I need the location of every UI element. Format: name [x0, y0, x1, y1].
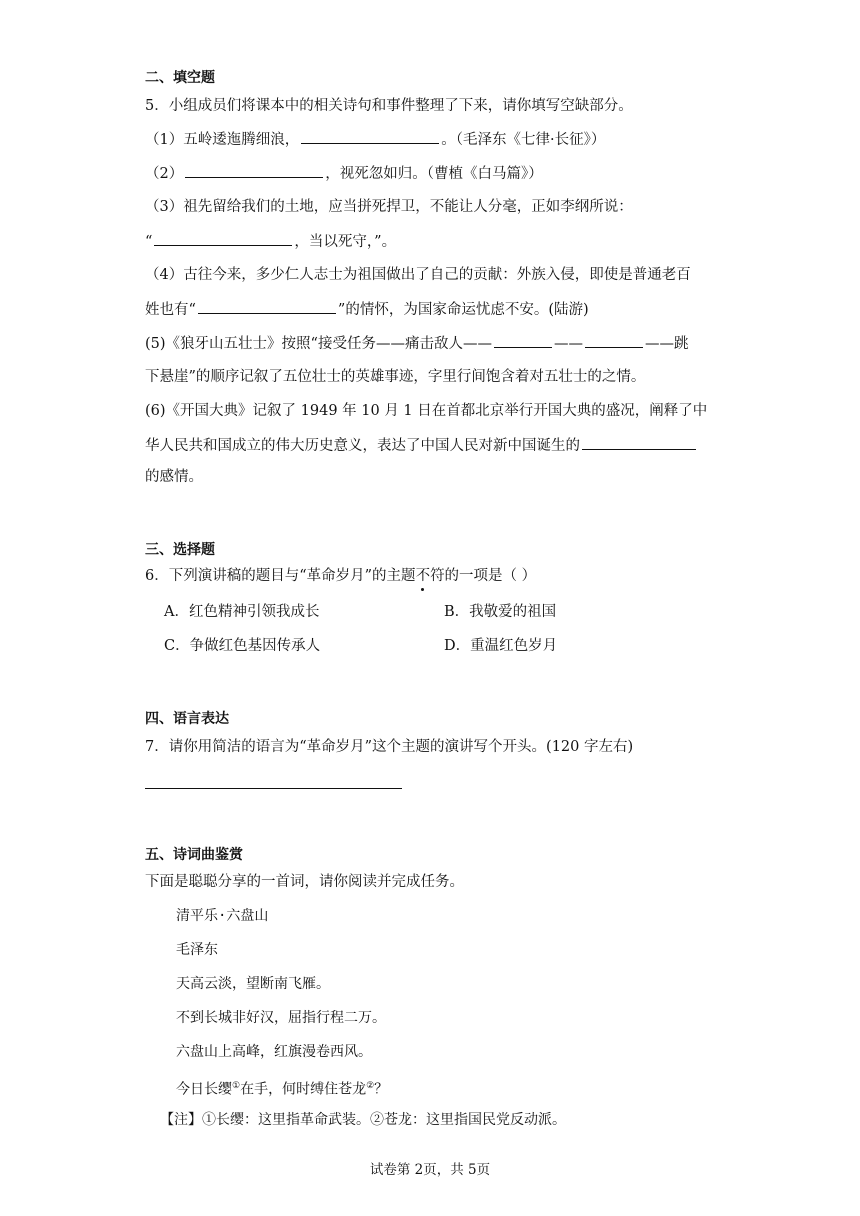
- option-a[interactable]: A．红色精神引领我成长: [164, 604, 320, 620]
- question-5-1-text-b: 。（毛泽东《七律·长征》）: [441, 132, 606, 148]
- option-b[interactable]: B．我敬爱的祖国: [444, 604, 557, 620]
- question-5-3-text-close: ，当以死守，”。: [294, 234, 397, 250]
- poem-line-4-c: ？: [374, 1081, 389, 1098]
- question-5-4-line1: （4）古往今来，多少仁人志士为祖国做出了自己的贡献：外族入侵，即使是普通老百: [145, 267, 691, 283]
- section-heading-poetry-appreciation: 五、诗词曲鉴赏: [145, 847, 243, 863]
- question-5-6-line2: [145, 435, 698, 456]
- question-6-emphasis: 不: [415, 568, 431, 584]
- poem-author: 毛泽东: [176, 942, 218, 958]
- question-5-2: [145, 163, 543, 184]
- question-5-2-text-b: ，视死忽如归。（曹植《白马篇》）: [325, 166, 543, 182]
- question-5-5-dash: ——: [553, 336, 583, 352]
- answer-blank-5-4[interactable]: [198, 299, 336, 314]
- option-d[interactable]: D．重温红色岁月: [444, 638, 558, 654]
- question-6-text-pre: 6．下列演讲稿的题目与“革命岁月”的主题: [145, 568, 416, 584]
- poem-note: 【注】①长缨：这里指革命武装。②苍龙：这里指国民党反动派。: [160, 1112, 566, 1128]
- poem-line-3: 六盘山上高峰，红旗漫卷西风。: [176, 1044, 372, 1060]
- footnote-marker-1: ①: [232, 1081, 241, 1091]
- question-5-5-line2: 下悬崖”的顺序记叙了五位壮士的英雄事迹，字里行间饱含着对五壮士的之情。: [145, 369, 646, 385]
- question-5-6-line3: 的感情。: [145, 469, 203, 485]
- question-5-4-line2: [145, 299, 589, 320]
- page-footer: 试卷第 2页，共 5页: [369, 1162, 491, 1178]
- question-6-text-post: 符的一项是（ ）: [430, 568, 537, 584]
- question-5-6-text: 华人民共和国成立的伟大历史意义，表达了中国人民对新中国诞生的: [145, 438, 580, 454]
- section-heading-multiple-choice: 三、选择题: [145, 542, 215, 558]
- poem-line-1: 天高云淡，望断南飞雁。: [176, 976, 330, 992]
- question-5-1-text-a: （1）五岭逶迤腾细浪，: [145, 132, 300, 148]
- section-heading-fill-blank: 二、填空题: [145, 70, 215, 86]
- answer-line-7[interactable]: [145, 788, 402, 789]
- poem-title: 清平乐·六盘山: [176, 908, 269, 924]
- poem-line-4: [176, 1076, 388, 1100]
- question-5-3-open-quote: “: [145, 234, 153, 250]
- question-5-intro: 5．小组成员们将课本中的相关诗句和事件整理了下来，请你填写空缺部分。: [145, 98, 633, 114]
- answer-blank-5-5a[interactable]: [494, 333, 552, 348]
- question-7: 7．请你用简洁的语言为“革命岁月”这个主题的演讲写个开头。(120 字左右): [145, 739, 634, 755]
- poem-line-4-a: 今日长缨: [176, 1081, 232, 1098]
- question-5-6-line1: (6)《开国大典》记叙了 1949 年 10 月 1 日在首都北京举行开国大典的盛况，阐释了中: [145, 403, 708, 419]
- question-5-1: [145, 129, 605, 150]
- footnote-marker-2: ②: [366, 1081, 375, 1091]
- answer-blank-5-3[interactable]: [154, 231, 292, 246]
- answer-blank-5-6[interactable]: [582, 435, 696, 450]
- question-6: [145, 566, 536, 586]
- section-heading-language-expression: 四、语言表达: [145, 711, 229, 727]
- option-c[interactable]: C．争做红色基因传承人: [164, 638, 321, 654]
- question-5-4-text-pre: 姓也有“: [145, 302, 196, 318]
- answer-blank-5-5b[interactable]: [585, 333, 643, 348]
- question-5-2-text-a: （2）: [145, 166, 184, 182]
- answer-blank-5-1[interactable]: [301, 129, 439, 144]
- question-5-3-line1: （3）祖先留给我们的土地，应当拼死捍卫，不能让人分毫，正如李纲所说：: [145, 199, 633, 215]
- question-5-4-text-post: ”的情怀，为国家命运忧虑不安。(陆游): [337, 302, 589, 318]
- poetry-intro: 下面是聪聪分享的一首词，请你阅读并完成任务。: [145, 874, 464, 890]
- question-5-5-text-pre: (5)《狼牙山五壮士》按照“接受任务——痛击敌人——: [145, 336, 492, 352]
- question-5-3-line2: [145, 231, 396, 252]
- poem-line-4-b: 在手，何时缚住苍龙: [240, 1081, 367, 1098]
- poem-line-2: 不到长城非好汉，屈指行程二万。: [176, 1010, 386, 1026]
- question-5-5-text-post: ——跳: [644, 336, 689, 352]
- question-5-5-line1: [145, 333, 688, 354]
- answer-blank-5-2[interactable]: [185, 163, 323, 178]
